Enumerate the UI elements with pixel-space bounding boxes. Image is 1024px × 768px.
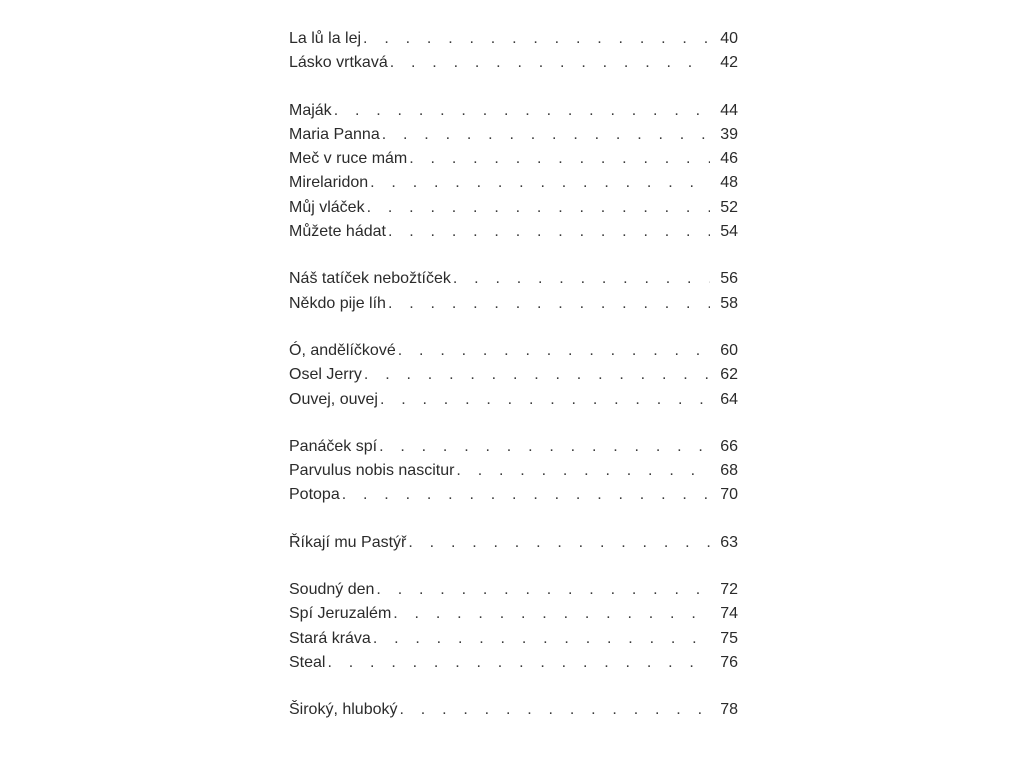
dot-leader: [327, 651, 710, 675]
dot-leader: [376, 578, 710, 602]
toc-letter-group: [289, 99, 738, 245]
toc-entry-page-number: 52: [720, 198, 738, 216]
toc-entry: [289, 123, 738, 147]
toc-entry-title: Stará kráva: [289, 629, 371, 647]
toc-entry-page-number: 72: [720, 581, 738, 599]
toc-entry-page-number: 39: [720, 125, 738, 143]
toc-entry-title: Mirelaridon: [289, 174, 369, 192]
dot-leader: [409, 147, 710, 171]
toc-entry-page-number: 46: [720, 150, 738, 168]
toc-entry-title: Steal: [289, 653, 326, 671]
toc-entry-page-number: 48: [720, 174, 738, 192]
toc-entry-title: Můžete hádat: [289, 223, 386, 241]
toc-entry-title: Někdo pije líh: [289, 294, 386, 312]
toc-entry-title: La lů la lej: [289, 30, 362, 47]
dot-leader: [370, 171, 710, 195]
table-of-contents: [289, 27, 738, 746]
dot-leader: [373, 627, 710, 651]
toc-entry: [289, 363, 738, 387]
dot-leader: [380, 388, 710, 412]
toc-entry-page-number: 76: [720, 653, 738, 671]
toc-entry-title: Ouvej, ouvej: [289, 390, 378, 408]
dot-leader: [364, 363, 710, 387]
toc-entry: [289, 578, 738, 602]
toc-entry-page-number: 74: [720, 605, 738, 623]
toc-entry-page-number: 62: [720, 366, 738, 384]
toc-entry-title: Maria Panna: [289, 125, 380, 143]
toc-entry-title: Panáček spí: [289, 437, 378, 455]
toc-entry: [289, 27, 738, 51]
toc-entry-title: Meč v ruce mám: [289, 150, 408, 168]
toc-entry-page-number: 58: [720, 294, 738, 312]
toc-entry-page-number: 44: [720, 101, 738, 119]
toc-entry: [289, 651, 738, 675]
toc-entry-title: Ó, andělíčkové: [289, 341, 396, 359]
toc-letter-group: [289, 698, 738, 722]
toc-entry: [289, 171, 738, 195]
dot-leader: [393, 602, 710, 626]
toc-entry-page-number: 78: [720, 701, 738, 719]
toc-entry: [289, 51, 738, 75]
toc-entry-title: Široký, hluboký: [289, 701, 398, 719]
toc-letter-group: [289, 27, 738, 76]
dot-leader: [382, 123, 710, 147]
toc-entry: [289, 459, 738, 483]
toc-entry-page-number: 56: [720, 270, 738, 288]
toc-entry: [289, 267, 738, 291]
dot-leader: [379, 435, 710, 459]
toc-entry-title: Říkají mu Pastýř: [289, 533, 407, 551]
toc-entry: [289, 147, 738, 171]
dot-leader: [400, 698, 711, 722]
dot-leader: [388, 292, 710, 316]
toc-entry: [289, 627, 738, 651]
toc-entry-page-number: 60: [720, 341, 738, 359]
dot-leader: [334, 99, 710, 123]
toc-letter-group: [289, 267, 738, 316]
toc-entry-page-number: 70: [720, 486, 738, 504]
toc-letter-group: [289, 578, 738, 675]
toc-entry: [289, 698, 738, 722]
toc-entry-title: Lásko vrtkavá: [289, 54, 388, 72]
toc-entry-page-number: 42: [720, 54, 738, 72]
toc-entry-page-number: 64: [720, 390, 738, 408]
toc-entry-title: Osel Jerry: [289, 366, 362, 384]
dot-leader: [453, 267, 710, 291]
toc-entry: [289, 220, 738, 244]
toc-entry: [289, 339, 738, 363]
dot-leader: [342, 483, 710, 507]
toc-entry: [289, 388, 738, 412]
dot-leader: [456, 459, 710, 483]
toc-letter-group: [289, 531, 738, 555]
dot-leader: [367, 196, 710, 220]
toc-entry-title: Můj vláček: [289, 198, 365, 216]
toc-letter-group: [289, 435, 738, 508]
toc-entry: [289, 602, 738, 626]
toc-entry-title: Parvulus nobis nascitur: [289, 462, 455, 480]
toc-entry-title: Náš tatíček nebožtíček: [289, 270, 451, 288]
dot-leader: [388, 220, 710, 244]
toc-entry-page-number: 68: [720, 462, 738, 480]
toc-entry: [289, 292, 738, 316]
toc-entry: [289, 531, 738, 555]
toc-entry-title: Maják: [289, 101, 332, 119]
toc-entry: [289, 483, 738, 507]
toc-entry: [289, 196, 738, 220]
toc-entry: [289, 435, 738, 459]
toc-entry-title: Spí Jeruzalém: [289, 605, 392, 623]
dot-leader: [398, 339, 710, 363]
toc-entry-title: Potopa: [289, 486, 340, 504]
dot-leader: [408, 531, 710, 555]
toc-entry-page-number: 54: [720, 223, 738, 241]
toc-entry-page-number: 75: [720, 629, 738, 647]
toc-entry-page-number: 66: [720, 437, 738, 455]
toc-letter-group: [289, 339, 738, 412]
toc-entry-page-number: 40: [720, 30, 738, 47]
toc-entry-title: Soudný den: [289, 581, 375, 599]
dot-leader: [390, 51, 710, 75]
dot-leader: [363, 27, 710, 51]
toc-entry-page-number: 63: [720, 533, 738, 551]
toc-entry: [289, 99, 738, 123]
